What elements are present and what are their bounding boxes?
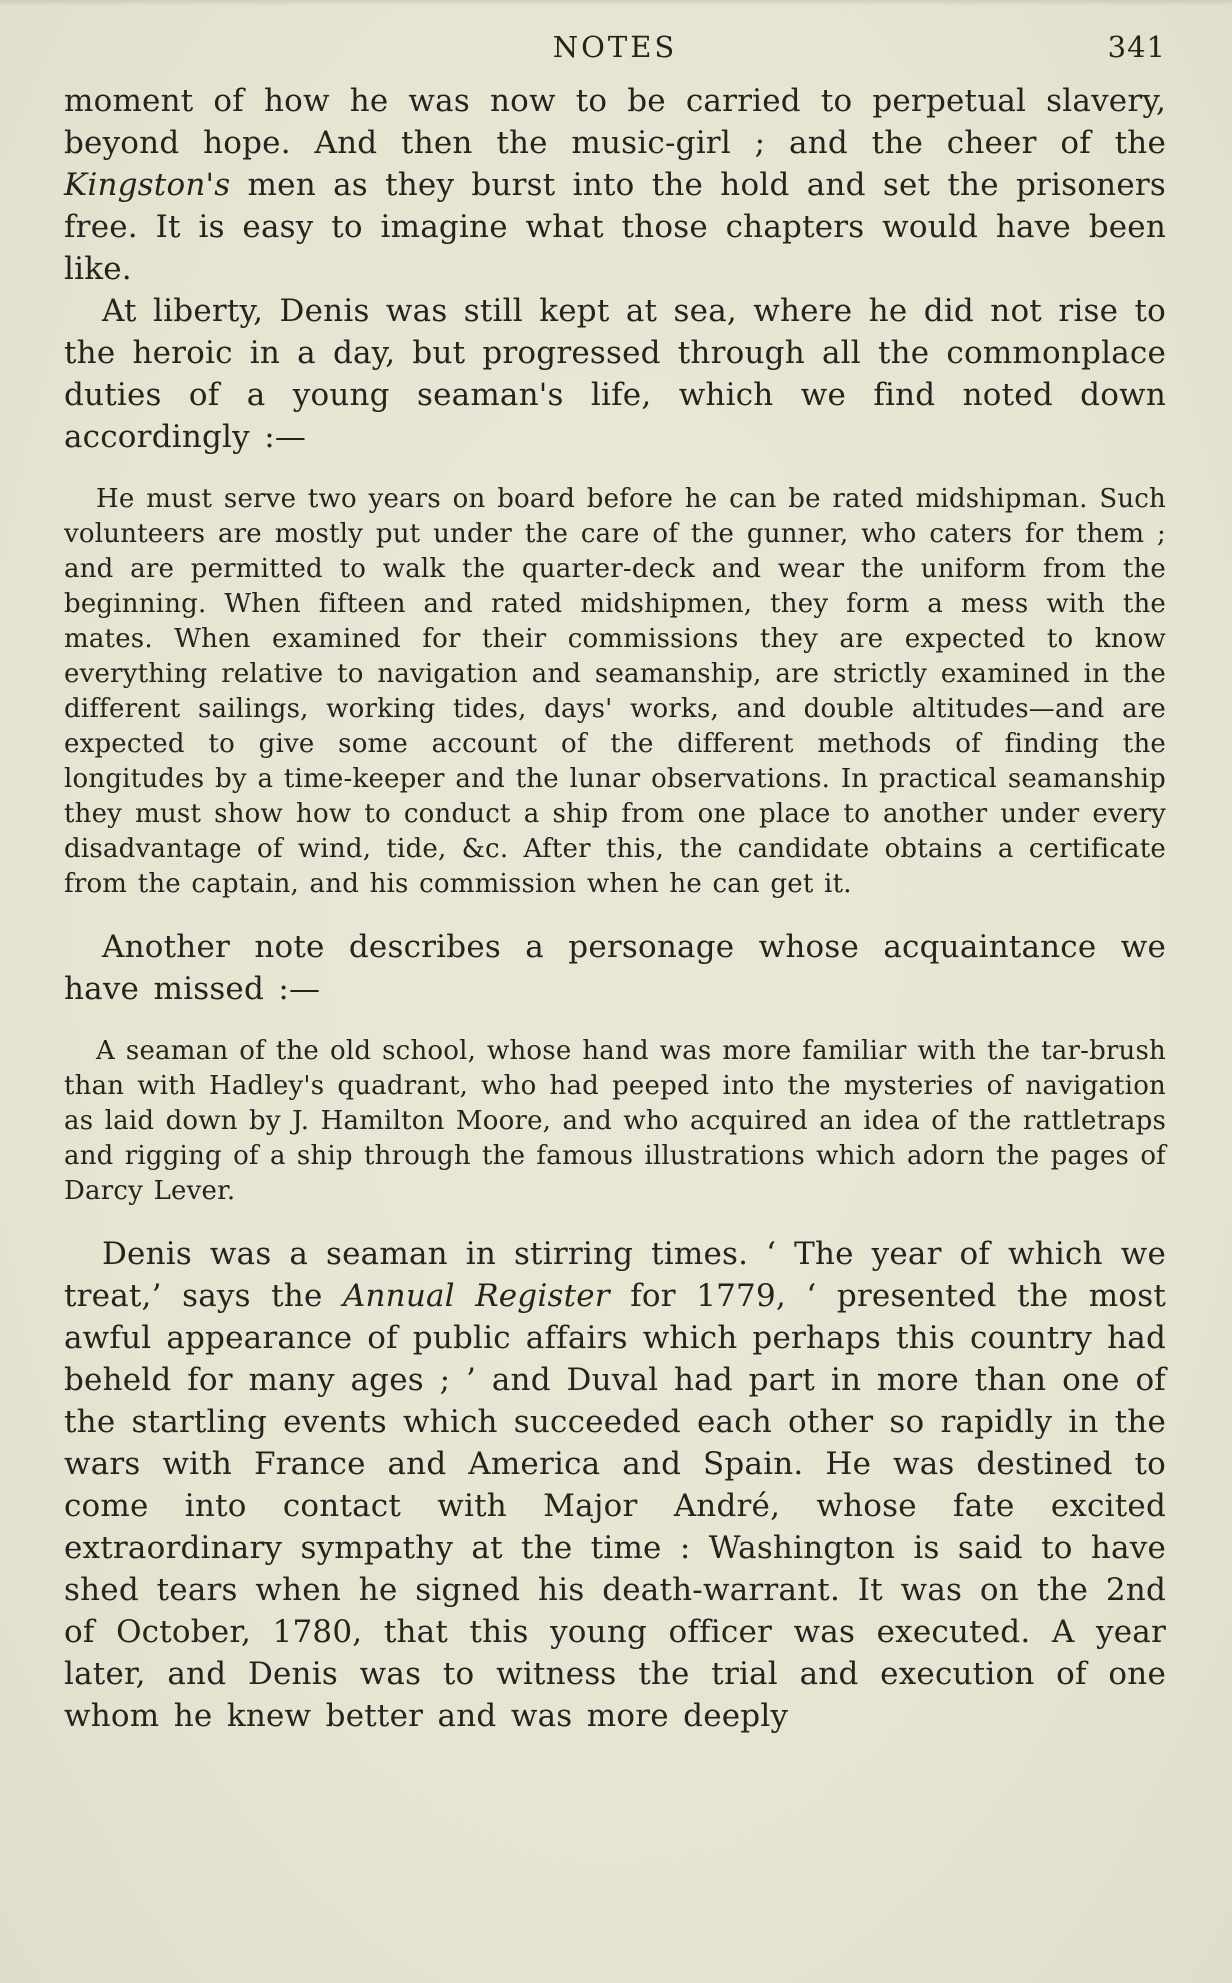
running-title: NOTES	[552, 30, 678, 64]
page-body	[64, 80, 1166, 1737]
ship-name-italic: Kingston's	[64, 167, 231, 203]
paragraph-text: men as they burst into the hold and set the prisoners free. It is easy to imagine what those chapters would have been like.	[64, 167, 1166, 287]
paragraph	[64, 1233, 1166, 1737]
paragraph-text: moment of how he was now to be carried to perpetual slavery, beyond hope. And then the music-girl ; and the cheer of the	[64, 83, 1166, 161]
blockquote-seaman-note: A seaman of the old school, whose hand was more familiar with the tar-brush than with Hadley's quadrant, who had peeped into the mysteries of navigation as laid down by J. Hamilton Moore, and who acquired an idea of the rattletraps and rigging of a ship through the famous illustrations which adorn the pages of Darcy Lever.	[64, 1036, 1166, 1206]
running-head	[64, 30, 1166, 64]
page-number: 341	[1107, 30, 1166, 64]
paragraph: Another note describes a personage whose acquaintance we have missed :—	[64, 929, 1166, 1007]
paragraph-text: for 1779, ‘ presented the most awful appearance of public affairs which perhaps this country had beheld for many ages ; ’ and Duval had part in more than one of the startling events which succeeded each other so rapidly in the wars with France and America and Spain. He was destined to come into contact with Major André, whose fate excited extraordinary sympathy at the time : Washington is said to have shed tears when he signed his death-warrant. It was on the 2nd of October, 1780, that this young officer was executed. A year later, and Denis was to witness the trial and execution of one whom he knew better and was more deeply	[64, 1278, 1166, 1734]
publication-title-italic: Annual Register	[342, 1278, 610, 1314]
paragraph-text: Denis was a seaman in stirring times. ‘ The year of which we treat,’ says the	[64, 1236, 1166, 1314]
paragraph: At liberty, Denis was still kept at sea, where he did not rise to the heroic in a day, but progressed through all the commonplace duties of a young seaman's life, which we find noted down accordingly :—	[64, 293, 1166, 455]
blockquote-midshipman-note: He must serve two years on board before he can be rated midshipman. Such volunteers are mostly put under the care of the gunner, who caters for them ; and are permitted to walk the quarter-deck and wear the uniform from the beginning. When fifteen and rated midshipmen, they form a mess with the mates. When examined for their commissions they are expected to know everything relative to navigation and seamanship, are strictly examined in the different sailings, working tides, days' works, and double altitudes—and are expected to give some account of the different methods of finding the longitudes by a time-keeper and the lunar observations. In practical seamanship they must show how to conduct a ship from one place to another under every disadvantage of wind, tide, &c. After this, the candidate obtains a certificate from the captain, and his commission when he can get it.	[64, 484, 1166, 899]
paragraph-continuation	[64, 80, 1166, 290]
